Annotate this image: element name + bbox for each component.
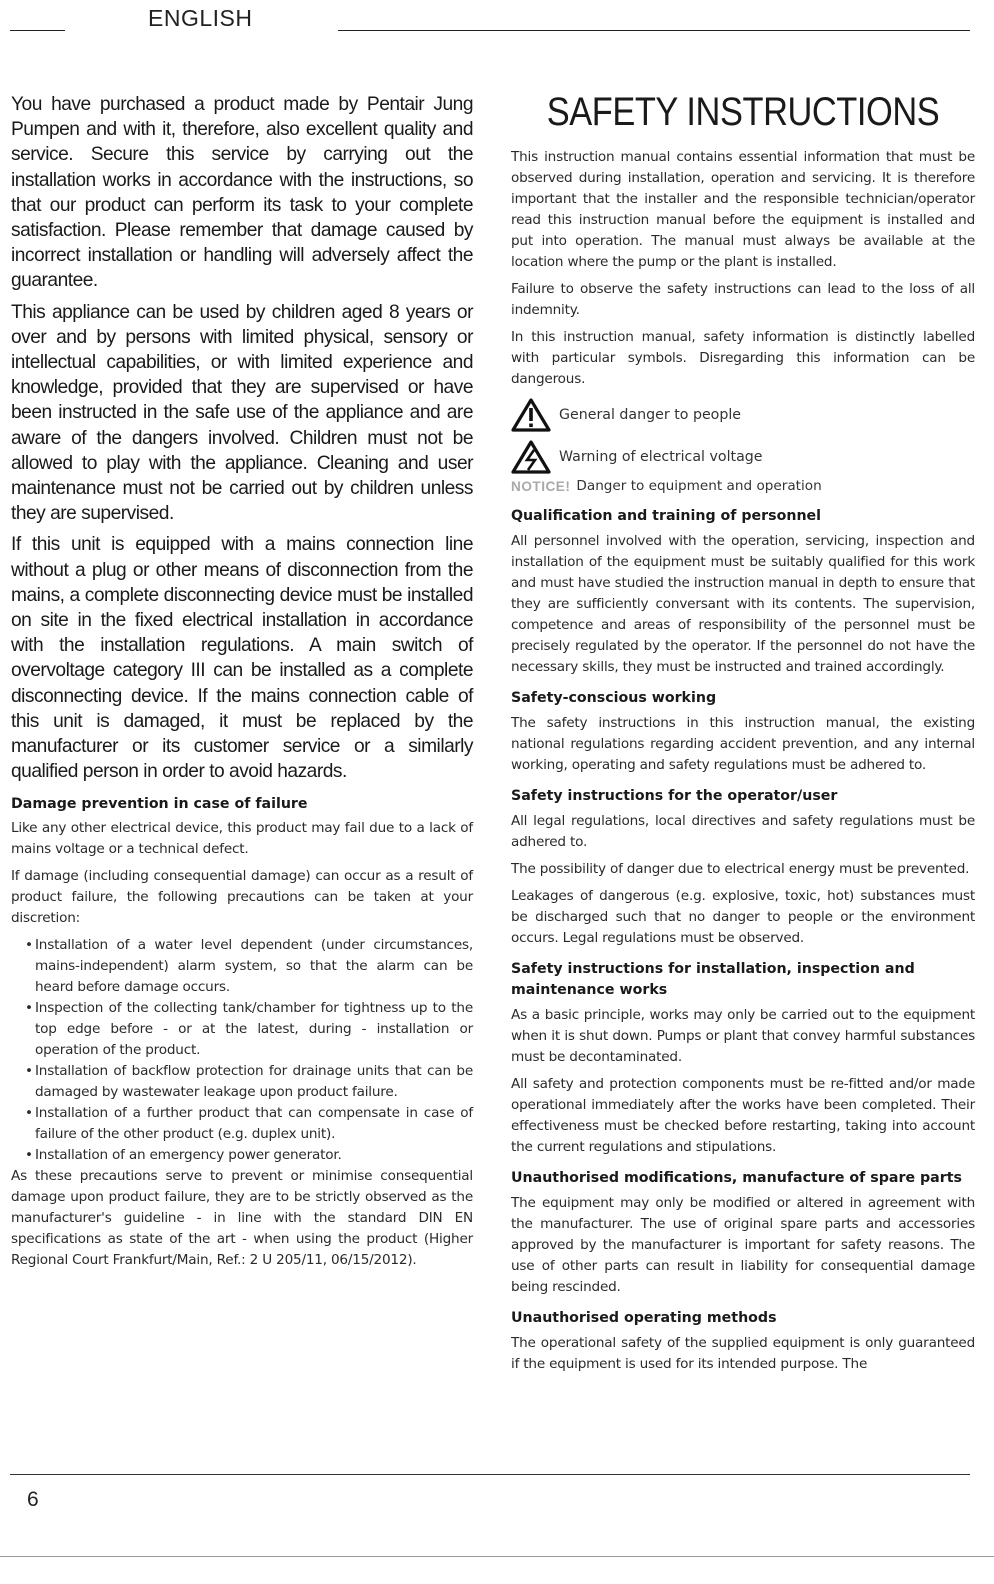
symbol-label: Danger to equipment and operation: [576, 478, 822, 494]
damage-paragraph: If damage (including consequential damage) can occur as a result of product failure, the following precautions can be taken at your discretion:: [11, 868, 473, 927]
left-column: [11, 92, 473, 1277]
list-item: • Installation of a water level dependent (under circumstances, mains-independent) alarm system, so that the alarm can be heard before damage occurs.: [25, 935, 473, 998]
notice-badge: NOTICE!: [511, 478, 571, 494]
section-heading: Safety instructions for installation, inspection and maintenance works: [511, 961, 915, 998]
section-heading: Unauthorised modifications, manufacture of spare parts: [511, 1170, 962, 1186]
section-text: The safety instructions in this instruction manual, the existing national regulations regarding accident prevention, and any internal working, operating and safety regulations must be adhered to.: [511, 715, 975, 773]
section-text: All personnel involved with the operation, servicing, inspection and installation of the equipment must be suitably qualified for this work and must have studied the instruction manual in depth to ensure that they are sufficiently conversant with its contents. The supervision, competence and areas of responsibility of the personnel must be precisely regulated by the operator. If the personnel do not have the necessary skills, they must be instructed and trained accordingly.: [511, 533, 975, 675]
intro-paragraph: Failure to observe the safety instructions can lead to the loss of all indemnity.: [511, 281, 975, 318]
intro-paragraph: If this unit is equipped with a mains connection line without a plug or other means of disconnection from the mains, a complete disconnecting device must be installed on site in the fixed electrical installation in accordance with the installation regulations. A main switch of overvoltage category III can be installed as a complete disconnecting device. If the mains connection cable of this unit is damaged, it must be replaced by the manufacturer or its customer service or a similarly qualified person in order to avoid hazards.: [11, 534, 473, 783]
section-heading: Safety-conscious working: [511, 690, 717, 706]
footer-rule: [10, 1474, 970, 1475]
section-text: All legal regulations, local directives and safety regulations must be adhered to.: [511, 813, 975, 850]
section-text: Leakages of dangerous (e.g. explosive, toxic, hot) substances must be discharged such that no danger to people or the environment occurs. Legal regulations must be observed.: [511, 888, 975, 946]
section-heading: Qualification and training of personnel: [511, 508, 822, 524]
symbol-electrical-voltage: [511, 440, 975, 474]
list-item: • Installation of a further product that can compensate in case of failure of the other product (e.g. duplex unit).: [25, 1103, 473, 1145]
section-text: The operational safety of the supplied equipment is only guaranteed if the equipment is used for its intended purpose. The: [511, 1335, 975, 1372]
section-heading: Safety instructions for the operator/user: [511, 788, 838, 804]
intro-paragraph: This instruction manual contains essential information that must be observed during installation, operation and servicing. It is therefore important that the installer and the responsible technician/operator read this instruction manual before the equipment is installed and put into operation. The manual must always be available at the location where the pump or the plant is installed.: [511, 149, 975, 270]
symbol-label: Warning of electrical voltage: [559, 449, 763, 465]
damage-paragraph: As these precautions serve to prevent or minimise consequential damage upon product failure, they are to be strictly observed as the manufacturer's guideline - in line with the standard DIN EN specifications as state of the art - when using the product (Higher Regional Court Frankfurt/Main, Ref.: 2 U 205/11, 06/15/2012).: [11, 1168, 473, 1269]
symbol-general-danger: [511, 398, 975, 432]
page-title: SAFETY INSTRUCTIONS: [546, 90, 940, 134]
warning-triangle-icon: [511, 398, 551, 432]
section-heading: Unauthorised operating methods: [511, 1310, 777, 1326]
list-item: • Installation of an emergency power generator.: [25, 1145, 473, 1166]
header-language: ENGLISH: [148, 5, 253, 31]
section-text: The equipment may only be modified or altered in agreement with the manufacturer. The use of original spare parts and accessories approved by the manufacturer is important for safety reasons. The use of other parts can result in liability for consequential damage being rescinded.: [511, 1195, 975, 1295]
symbol-label: General danger to people: [559, 407, 742, 423]
damage-paragraph: Like any other electrical device, this product may fail due to a lack of mains voltage or a technical defect.: [11, 820, 473, 858]
section-text: The possibility of danger due to electrical energy must be prevented.: [511, 861, 970, 877]
section-text: As a basic principle, works may only be carried out to the equipment when it is shut down. Pumps or plant that convey harmful substances must be decontaminated.: [511, 1007, 975, 1065]
right-column: [511, 90, 975, 1381]
electrical-warning-icon: [511, 440, 551, 474]
list-item: • Inspection of the collecting tank/chamber for tightness up to the top edge before - or at the latest, during - installation or operation of the product.: [25, 998, 473, 1061]
damage-prevention-heading: Damage prevention in case of failure: [11, 796, 308, 813]
intro-paragraph: You have purchased a product made by Pentair Jung Pumpen and with it, therefore, also excellent quality and service. Secure this service by carrying out the installation works in accordance with the instructions, so that our product can perform its task to your complete satisfaction. Please remember that damage caused by incorrect installation or handling will adversely affect the guarantee.: [11, 94, 473, 292]
section-text: All safety and protection components must be re-fitted and/or made operational immediately after the works have been completed. Their effectiveness must be checked before restarting, taking into account the current regulations and stipulations.: [511, 1076, 975, 1155]
intro-paragraph: In this instruction manual, safety information is distinctly labelled with particular symbols. Disregarding this information can be dangerous.: [511, 329, 975, 387]
precaution-list: [11, 935, 473, 1166]
symbol-notice: [511, 478, 975, 494]
page-number: 6: [27, 1488, 39, 1511]
list-item: • Installation of backflow protection for drainage units that can be damaged by wastewater leakage upon product failure.: [25, 1061, 473, 1103]
page-edge-rule: [0, 1556, 994, 1557]
intro-paragraph: This appliance can be used by children aged 8 years or over and by persons with limited physical, sensory or intellectual capabilities, or with limited experience and knowledge, provided that they are supervised or have been instructed in the safe use of the appliance and are aware of the dangers involved. Children must not be allowed to play with the appliance. Cleaning and user maintenance must not be carried out by children unless they are supervised.: [11, 301, 473, 525]
header-rule-left: [10, 30, 65, 31]
header-rule-right: [338, 30, 970, 31]
